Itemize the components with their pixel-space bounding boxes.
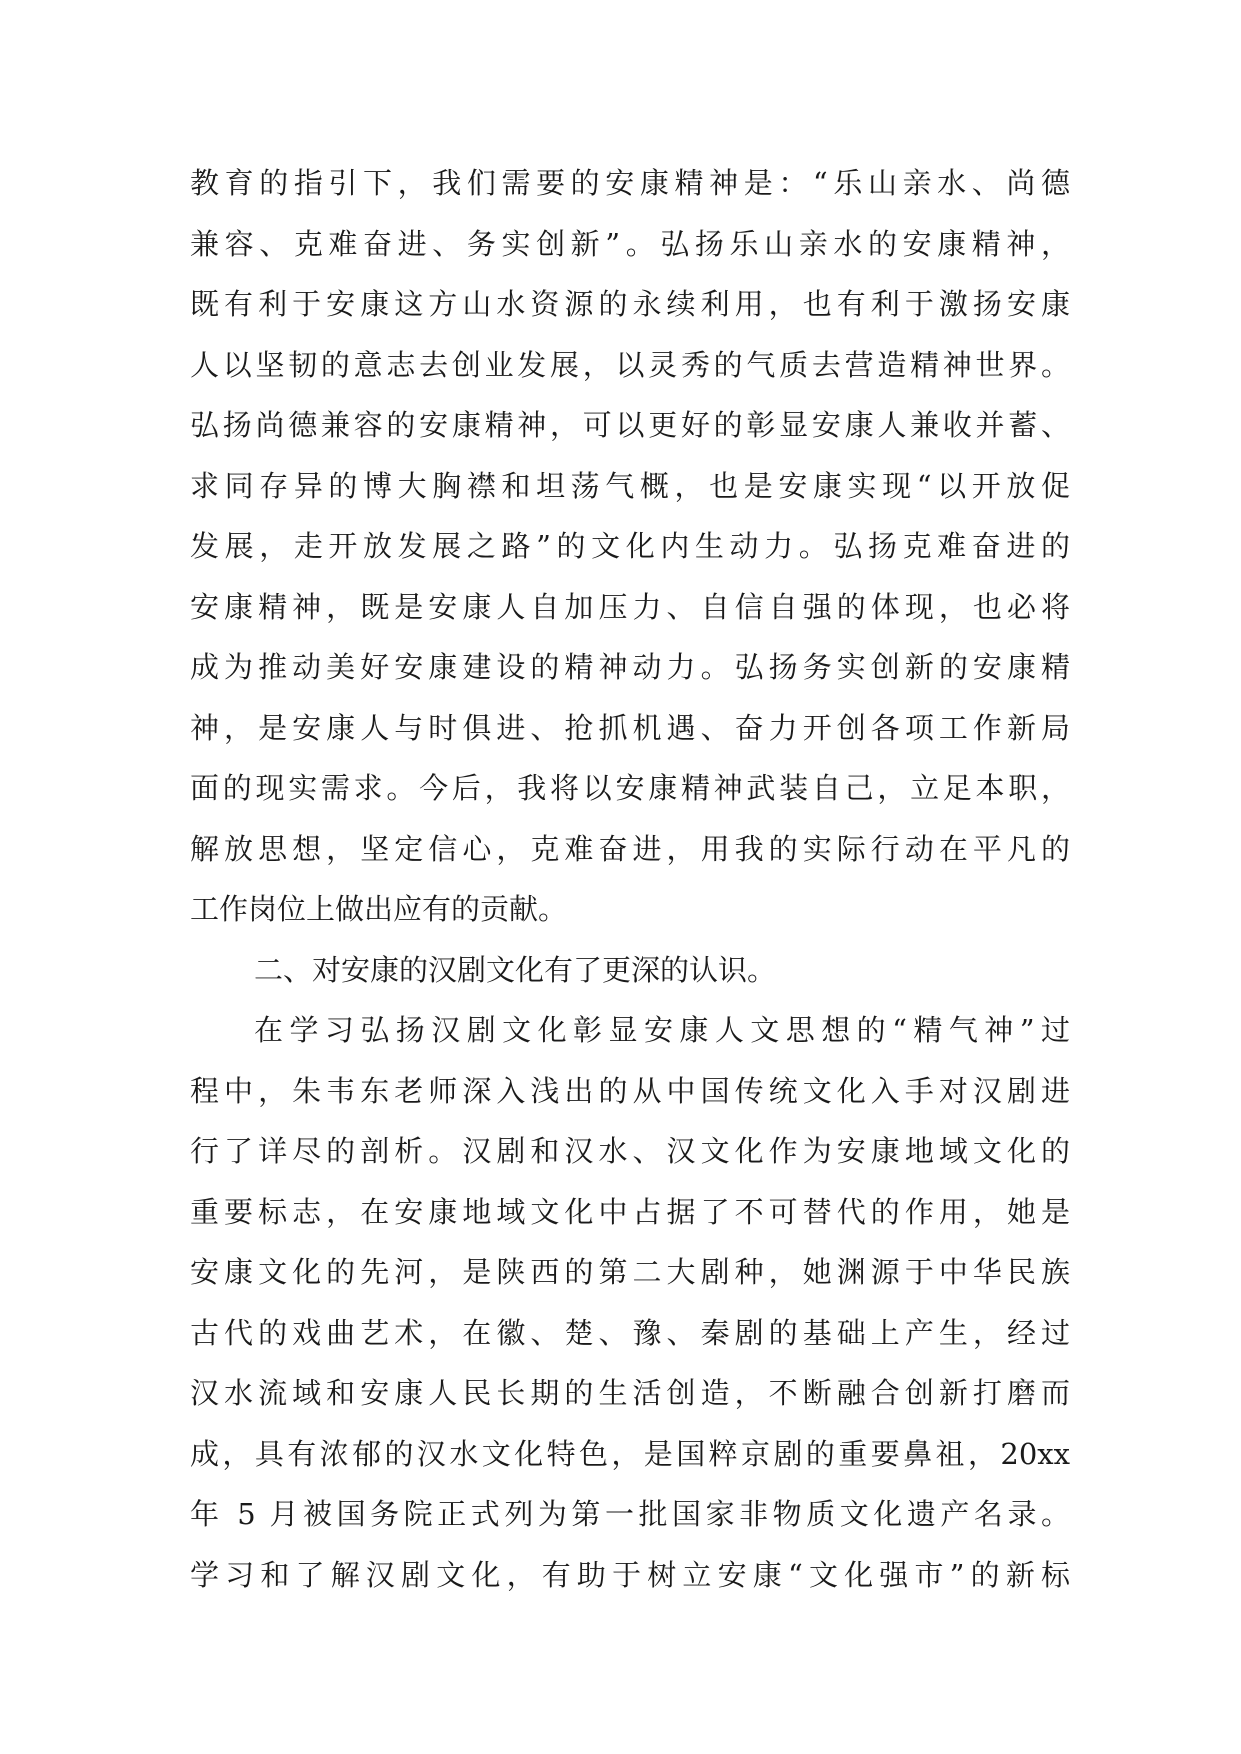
text-line: 教育的指引下，我们需要的安康精神是：“乐山亲水、尚德 [190,166,1070,200]
text-line: 成，具有浓郁的汉水文化特色，是国粹京剧的重要鼻祖，20xx [190,1436,1070,1471]
text-line: 面的现实需求。今后，我将以安康精神武装自己，立足本职， [190,771,1070,805]
text-line: 解放思想，坚定信心，克难奋进，用我的实际行动在平凡的 [190,831,1070,866]
paragraph-first-line: 在学习弘扬汉剧文化彰显安康人文思想的“精气神”过 [254,1013,1070,1047]
text-line: 神，是安康人与时俱进、抢抓机遇、奋力开创各项工作新局 [190,710,1070,745]
text-line: 汉水流域和安康人民长期的生活创造，不断融合创新打磨而 [190,1376,1070,1410]
text-line: 重要标志，在安康地域文化中占据了不可替代的作用，她是 [190,1194,1070,1229]
text-line: 安康文化的先河，是陕西的第二大剧种，她渊源于中华民族 [190,1255,1070,1289]
text-line: 求同存异的博大胸襟和坦荡气概，也是安康实现“以开放促 [190,468,1070,503]
text-line: 行了详尽的剖析。汉剧和汉水、汉文化作为安康地域文化的 [190,1134,1070,1168]
text-line: 年 5 月被国务院正式列为第一批国家非物质文化遗产名录。 [190,1497,1070,1531]
text-line: 程中，朱韦东老师深入浅出的从中国传统文化入手对汉剧进 [190,1073,1070,1108]
text-line: 发展，走开放发展之路”的文化内生动力。弘扬克难奋进的 [190,529,1070,563]
paragraph-end-line: 工作岗位上做出应有的贡献。 [190,892,568,926]
text-line: 学习和了解汉剧文化，有助于树立安康“文化强市”的新标 [190,1557,1070,1592]
text-line: 安康精神，既是安康人自加压力、自信自强的体现，也必将 [190,589,1070,624]
text-line: 成为推动美好安康建设的精神动力。弘扬务实创新的安康精 [190,650,1070,684]
text-line: 既有利于安康这方山水资源的永续利用，也有利于激扬安康 [190,287,1070,321]
body-text [190,153,1070,1605]
text-line: 古代的戏曲艺术，在徽、楚、豫、秦剧的基础上产生，经过 [190,1315,1070,1350]
text-line: 弘扬尚德兼容的安康精神，可以更好的彰显安康人兼收并蓄、 [190,408,1070,442]
section-heading: 二、对安康的汉剧文化有了更深的认识。 [254,952,777,987]
text-line: 人以坚韧的意志去创业发展，以灵秀的气质去营造精神世界。 [190,347,1070,382]
text-line: 兼容、克难奋进、务实创新”。弘扬乐山亲水的安康精神， [190,226,1070,261]
